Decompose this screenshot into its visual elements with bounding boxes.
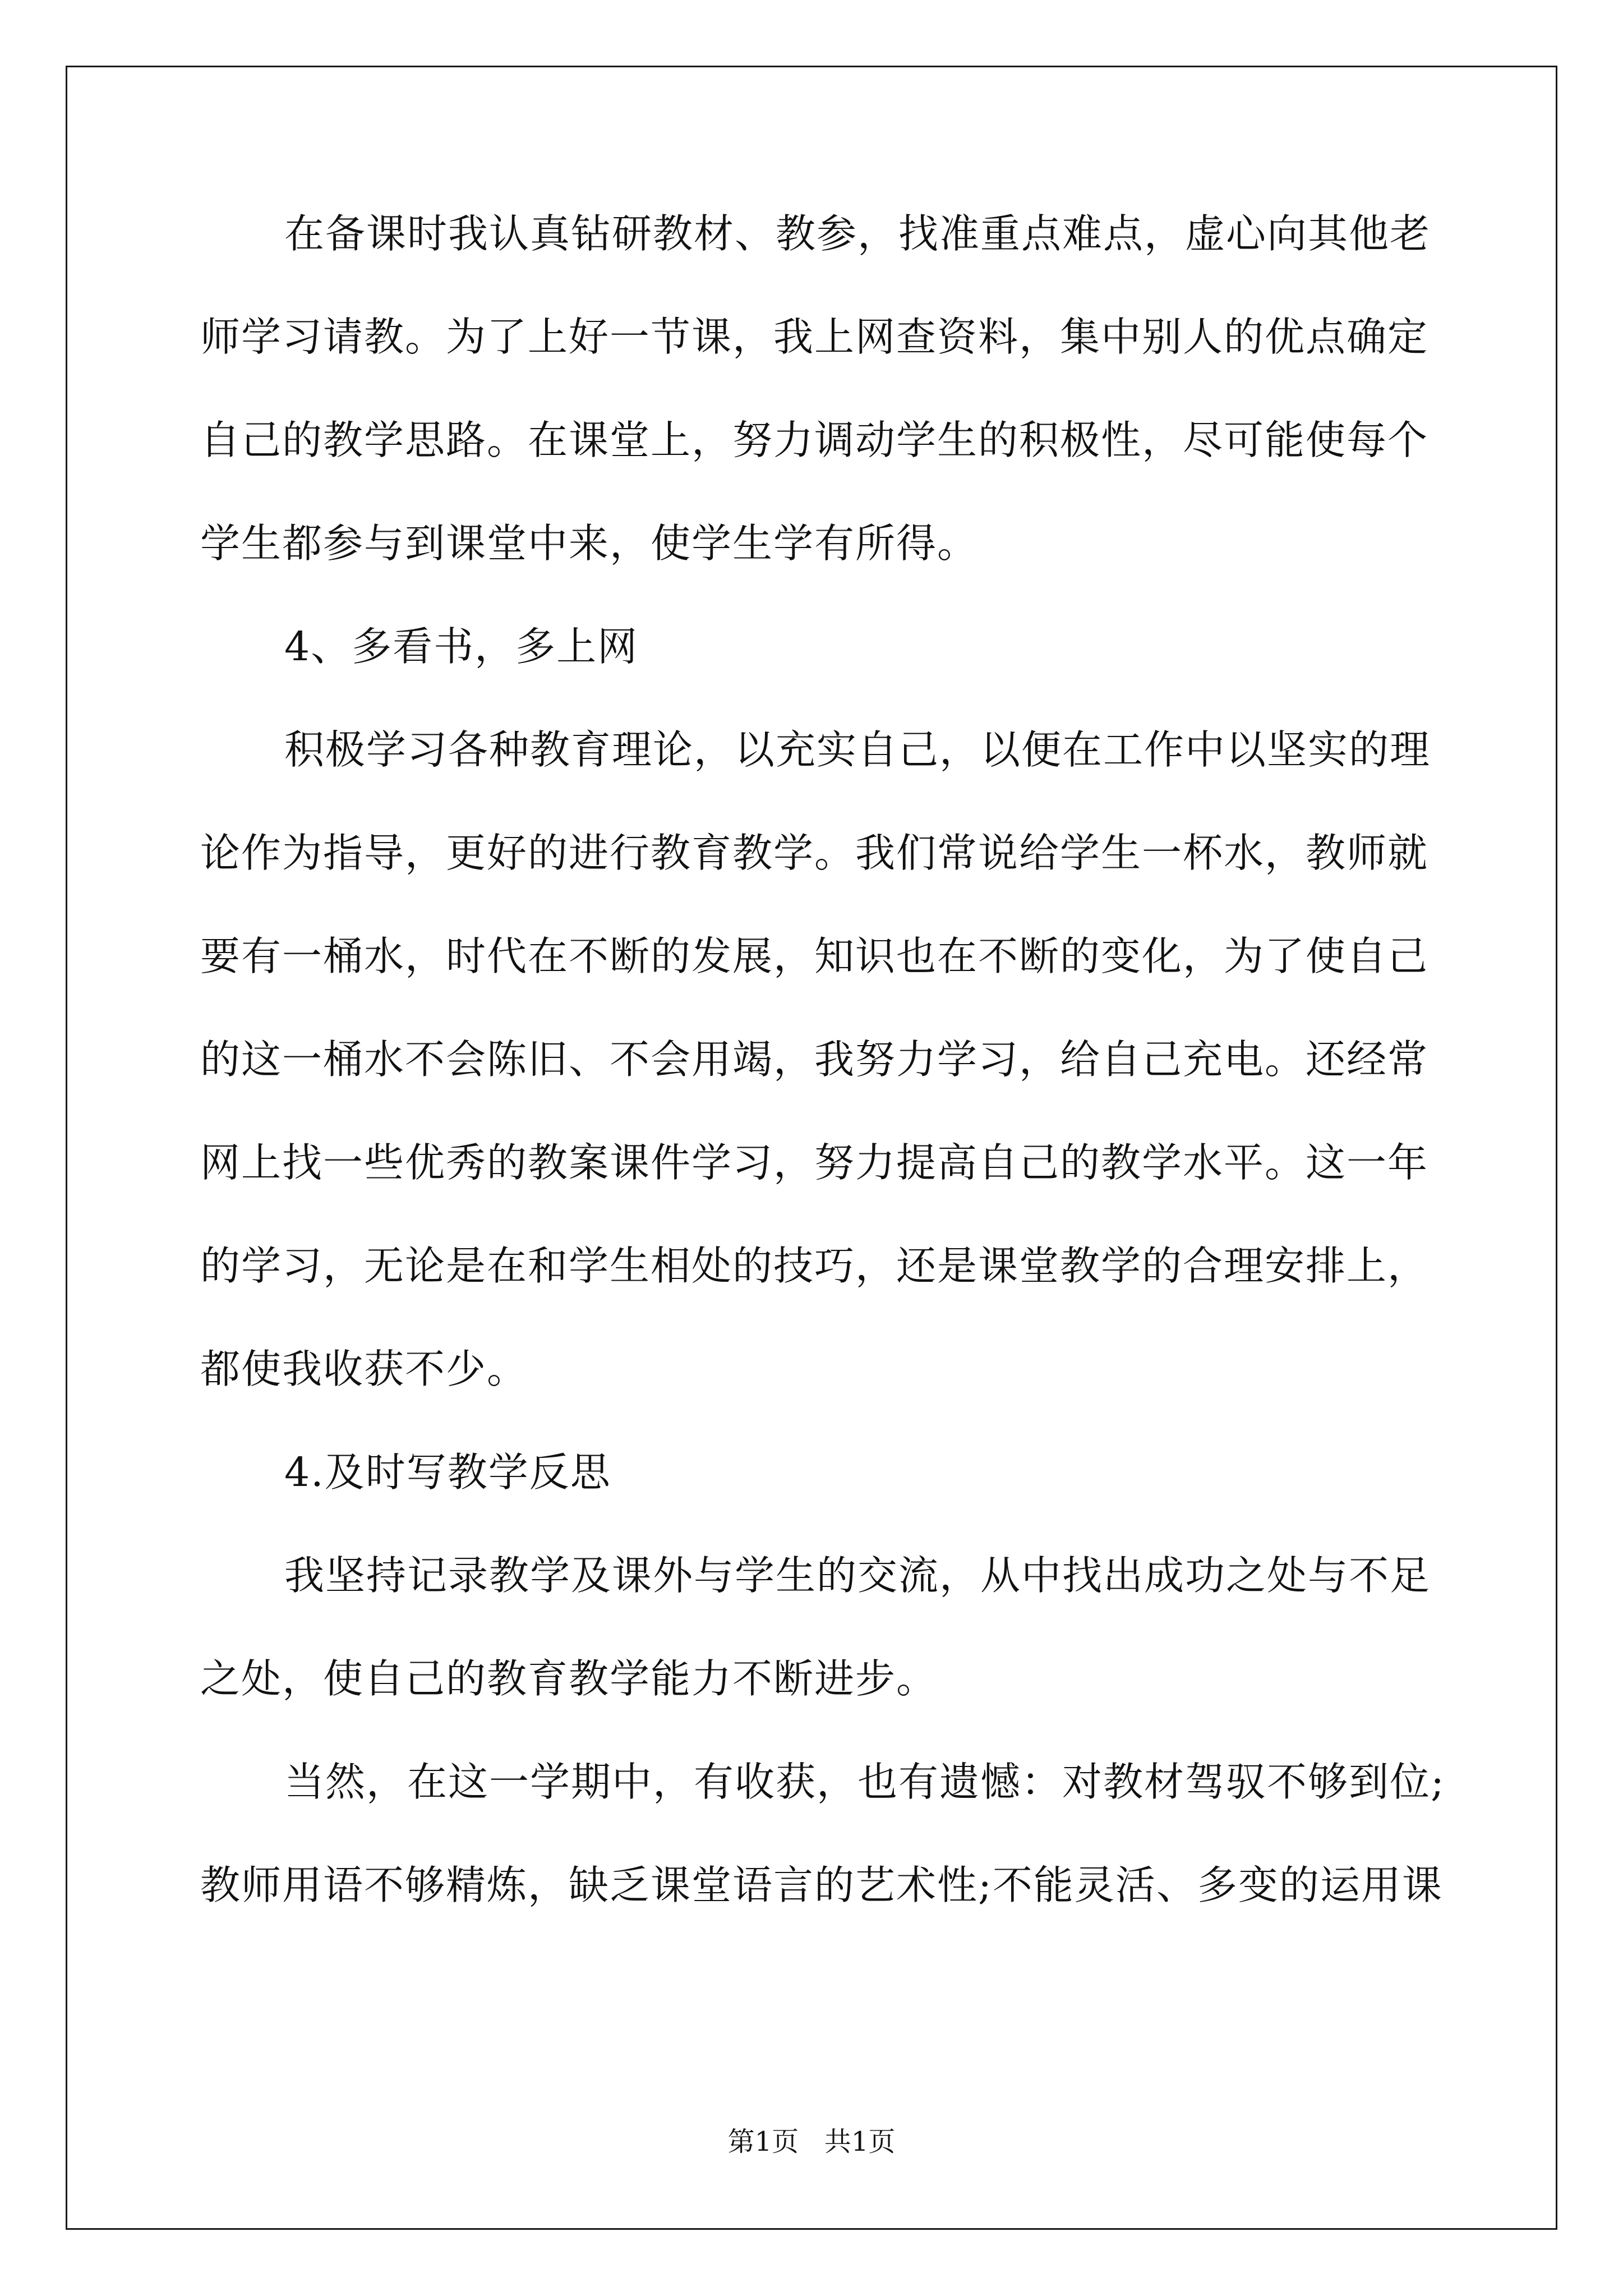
paragraph-2-line-6: 的学习，无论是在和学生相处的技巧，还是课堂教学的合理安排上， — [200, 1243, 1429, 1289]
paragraph-2-line-1: 积极学习各种教育理论，以充实自己，以便在工作中以坚实的理 — [284, 726, 1431, 773]
paragraph-4-line-2: 教师用语不够精炼，缺乏课堂语言的艺术性;不能灵活、多变的运用课 — [200, 1862, 1443, 1908]
paragraph-1-line-3: 自己的教学思路。在课堂上，努力调动学生的积极性，尽可能使每个 — [200, 417, 1429, 463]
paragraph-1-line-4: 学生都参与到课堂中来，使学生学有所得。 — [200, 520, 979, 567]
paragraph-4-line-1: 当然，在这一学期中，有收获，也有遗憾：对教材驾驭不够到位; — [284, 1759, 1445, 1805]
paragraph-3-line-2: 之处，使自己的教育教学能力不断进步。 — [200, 1655, 938, 1702]
page-number-footer: 第1页 共1页 — [727, 2126, 896, 2157]
paragraph-2-line-5: 网上找一些优秀的教案课件学习，努力提高自己的教学水平。这一年 — [200, 1139, 1429, 1186]
paragraph-2-line-2: 论作为指导，更好的进行教育教学。我们常说给学生一杯水，教师就 — [200, 830, 1429, 876]
paragraph-2-line-3: 要有一桶水，时代在不断的发展，知识也在不断的变化，为了使自己 — [200, 933, 1429, 979]
paragraph-2-line-7: 都使我收获不少。 — [200, 1346, 528, 1392]
section-heading-read-more: 4、多看书，多上网 — [284, 623, 639, 670]
paragraph-1-line-1: 在备课时我认真钻研教材、教参，找准重点难点，虚心向其他老 — [284, 210, 1431, 257]
paragraph-2-line-4: 的这一桶水不会陈旧、不会用竭，我努力学习，给自己充电。还经常 — [200, 1036, 1429, 1083]
section-heading-reflection: 4.及时写教学反思 — [284, 1449, 611, 1496]
paragraph-3-line-1: 我坚持记录教学及课外与学生的交流，从中找出成功之处与不足 — [284, 1552, 1431, 1599]
paragraph-1-line-2: 师学习请教。为了上好一节课，我上网查资料，集中别人的优点确定 — [200, 314, 1429, 360]
